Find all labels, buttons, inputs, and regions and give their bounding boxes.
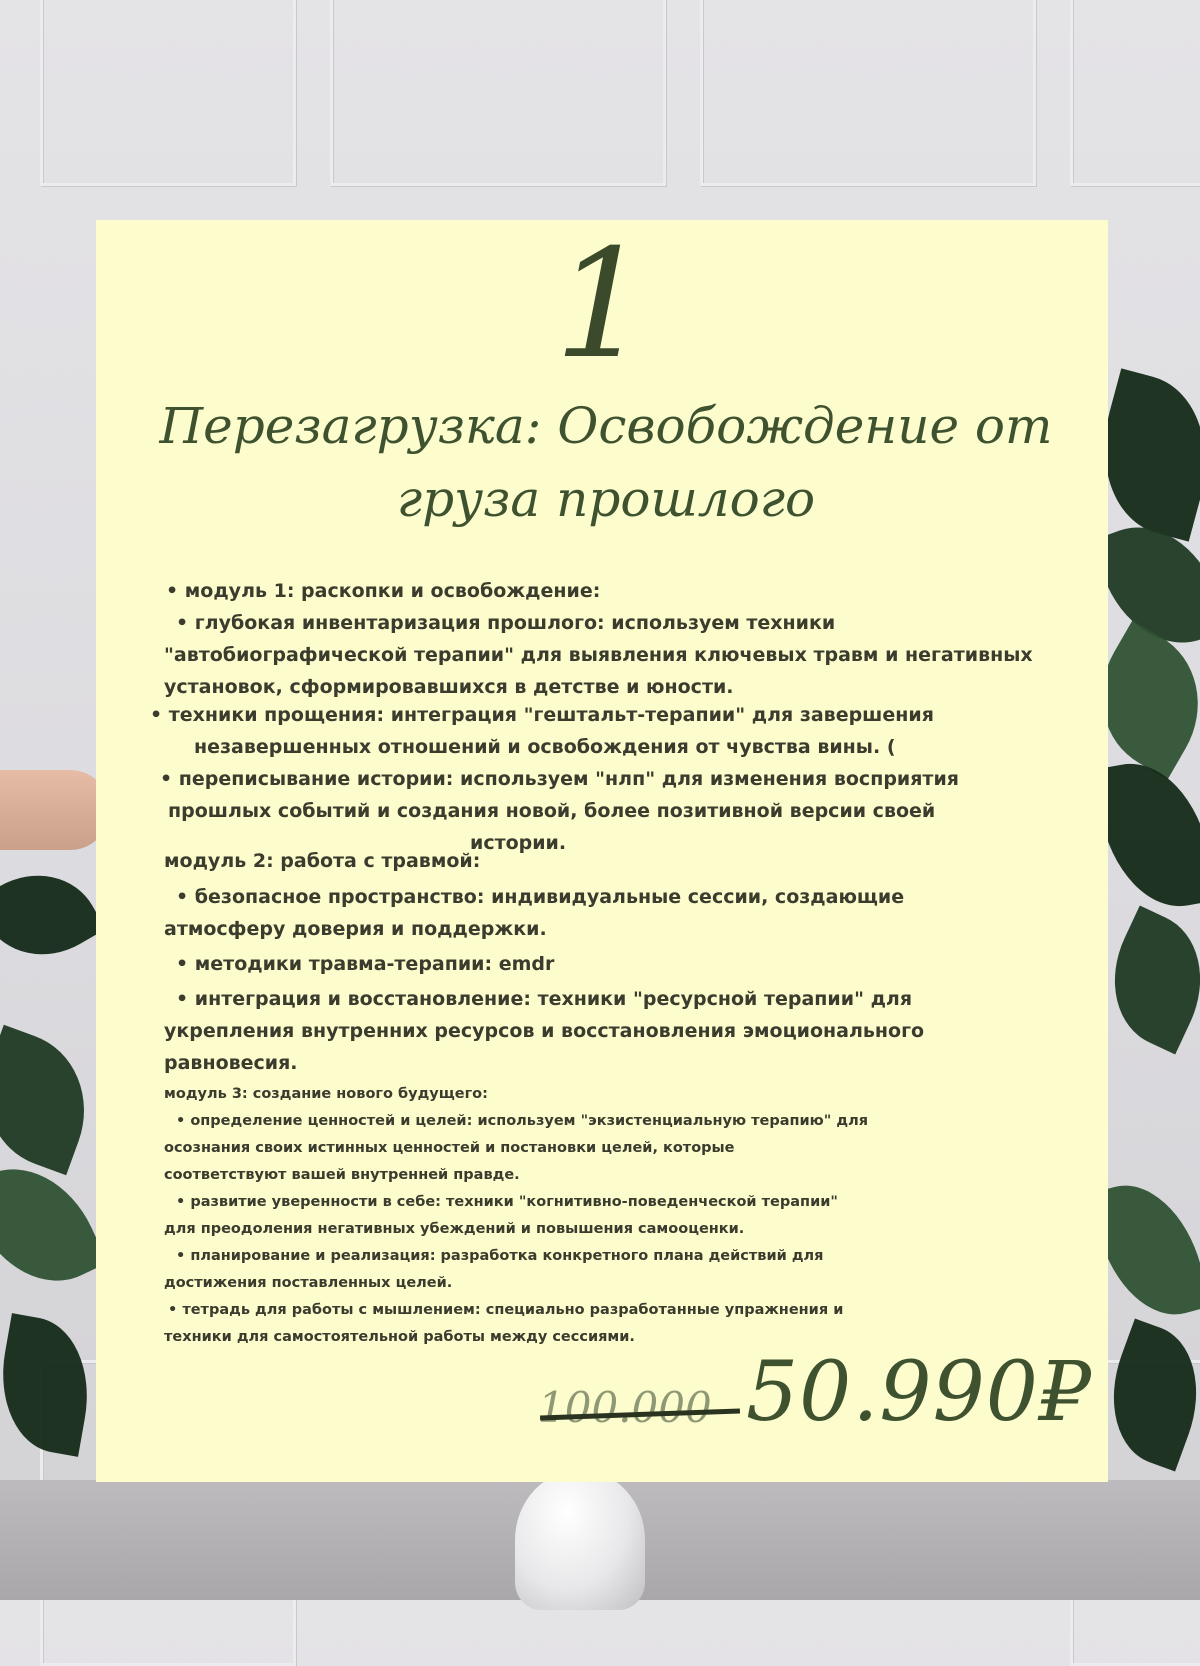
wall-molding <box>40 0 296 186</box>
program-card <box>96 220 1108 1482</box>
plant-leaf <box>1093 752 1200 917</box>
list-item-text: истории. <box>470 832 567 854</box>
list-item: • развитие уверенности в себе: техники "когнитивно-поведенческой терапии" <box>176 1194 838 1210</box>
module-heading: модуль 3: создание нового будущего: <box>164 1086 488 1102</box>
current-price: 50.990₽ <box>746 1345 1093 1440</box>
list-item: • переписывание истории: используем "нлп" для изменения восприятия <box>160 768 959 790</box>
list-item: • тетрадь для работы с мышлением: специально разработанные упражнения и <box>168 1302 844 1318</box>
module-heading: модуль 2: работа с травмой: <box>164 850 481 872</box>
list-item: • интеграция и восстановление: техники "ресурсной терапии" для <box>176 988 913 1010</box>
plant-leaf <box>0 851 106 979</box>
head-vase <box>515 1470 645 1610</box>
list-item-text: равновесия. <box>164 1052 298 1074</box>
list-item-text: незавершенных отношений и освобождения от чувства вины. ( <box>194 736 896 758</box>
list-item-text: укрепления внутренних ресурсов и восстановления эмоционального <box>164 1020 925 1042</box>
list-item: • планирование и реализация: разработка конкретного плана действий для <box>176 1248 824 1264</box>
list-item-text: осознания своих истинных ценностей и постановки целей, которые <box>164 1140 735 1156</box>
plant-leaf <box>0 1025 107 1175</box>
list-item: • методики травма-терапии: emdr <box>176 953 555 975</box>
list-item-text: атмосферу доверия и поддержки. <box>164 918 547 940</box>
list-item: • безопасное пространство: индивидуальные сессии, создающие <box>176 886 905 908</box>
list-item-text: соответствуют вашей внутренней правде. <box>164 1167 520 1183</box>
list-item: • глубокая инвентаризация прошлого: используем техники <box>176 612 836 634</box>
module-heading: • модуль 1: раскопки и освобождение: <box>166 580 601 602</box>
program-description <box>150 575 1044 1351</box>
list-item-text: "автобиографической терапии" для выявления ключевых травм и негативных <box>164 644 1033 666</box>
list-item: • определение ценностей и целей: используем "экзистенциальную терапию" для <box>176 1113 869 1129</box>
old-price: 100.000 <box>538 1383 712 1432</box>
list-item-text: техники для самостоятельной работы между сессиями. <box>164 1329 635 1345</box>
list-item-text: достижения поставленных целей. <box>164 1275 453 1291</box>
hand-arm <box>0 770 110 850</box>
wall-molding <box>700 0 1036 186</box>
list-item-text: прошлых событий и создания новой, более позитивной версии своей <box>168 800 936 822</box>
list-item-text: установок, сформировавшихся в детстве и юности. <box>164 676 734 698</box>
program-title: Перезагрузка: Освобождение от груза прошлого <box>159 397 1053 528</box>
module-number: 1 <box>554 218 650 392</box>
wall-molding <box>330 0 666 186</box>
list-item: • техники прощения: интеграция "гештальт-терапии" для завершения <box>150 704 934 726</box>
wall-molding <box>1070 0 1200 186</box>
list-item-text: для преодоления негативных убеждений и повышения самооценки. <box>164 1221 745 1237</box>
